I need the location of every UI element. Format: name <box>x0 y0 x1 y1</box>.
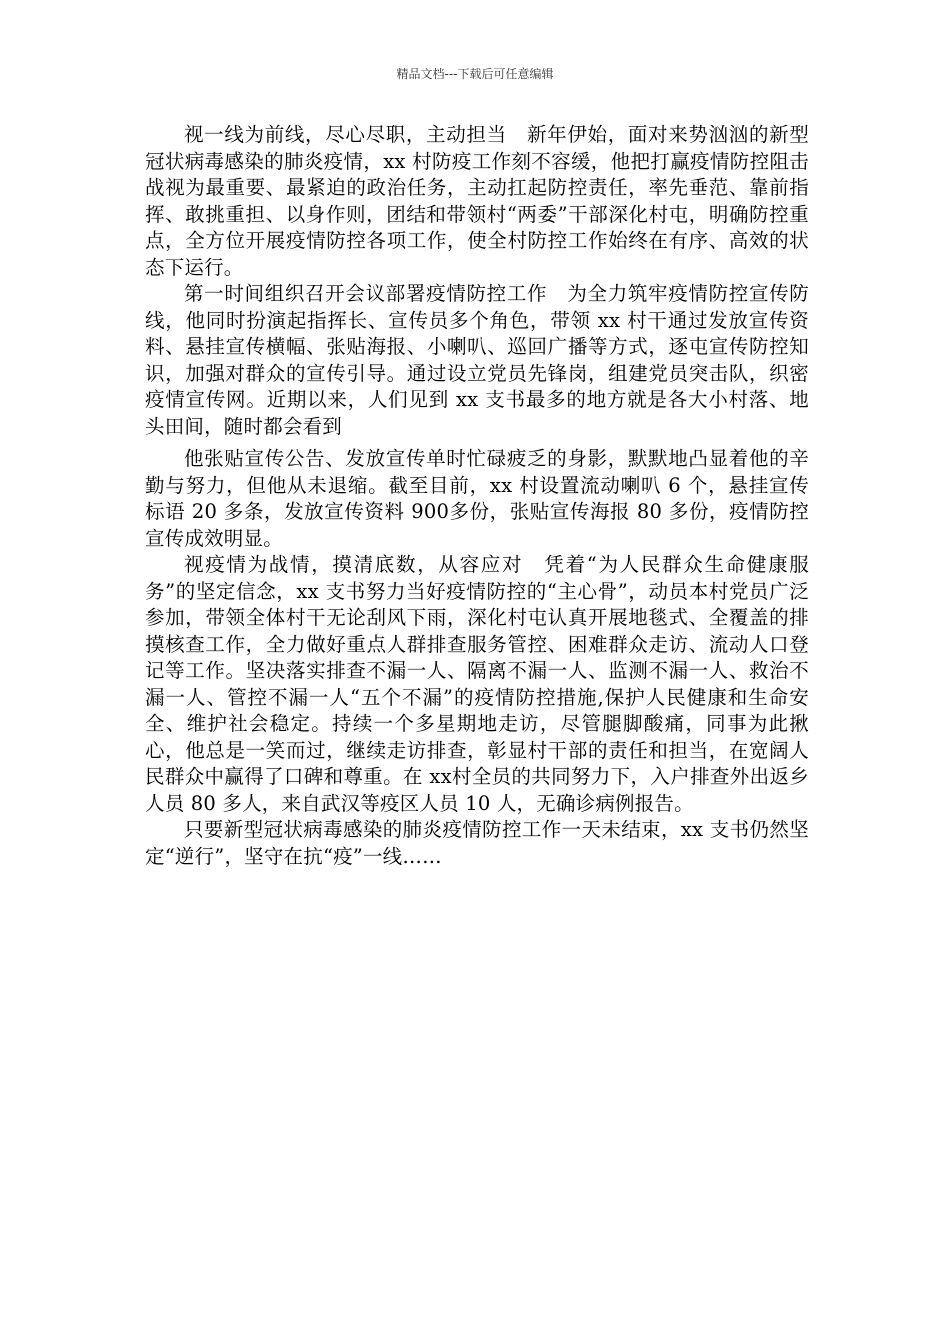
paragraph-1: 视一线为前线，尽心尽职，主动担当 新年伊始，面对来势汹汹的新型冠状病毒感染的肺炎疫情，xx 村防疫工作刻不容缓，他把打赢疫情防控阻击战视为最重要、最紧迫的政治任务，主动扛起防控责任，率先垂范、靠前指挥、敢挑重担、以身作则，团结和带领村“两委”干部深化村屯，明确防控重点，全方位开展疫情防控各项工作，使全村防控工作始终在有序、高效的状态下运行。 <box>145 123 809 279</box>
paragraph-2: 第一时间组织召开会议部署疫情防控工作 为全力筑牢疫情防控宣传防线，他同时扮演起指挥长、宣传员多个角色，带领 xx 村干通过发放宣传资料、悬挂宣传横幅、张贴海报、小喇叭、巡回广播等方式，逐屯宣传防控知识，加强对群众的宣传引导。通过设立党员先锋岗，组建党员突击队，织密疫情宣传网。近期以来，人们见到 xx 支书最多的地方就是各大小村落、地头田间，随时都会看到 <box>145 282 809 438</box>
document-body <box>145 122 809 870</box>
paragraph-3: 他张贴宣传公告、发放宣传单时忙碌疲乏的身影，默默地凸显着他的辛勤与努力，但他从未退缩。截至目前，xx 村设置流动喇叭 6 个，悬挂宣传标语 20 多条，发放宣传资料 900多份，张贴宣传海报 80 多份，疫情防控宣传成效明显。 <box>145 447 809 550</box>
page-header: 精品文档---下载后可任意编辑 <box>396 67 554 81</box>
paragraph-5: 只要新型冠状病毒感染的肺炎疫情防控工作一天未结束，xx 支书仍然坚定“逆行”，坚守在抗“疫”一线…… <box>145 818 809 868</box>
paragraph-4: 视疫情为战情，摸清底数，从容应对 凭着“为人民群众生命健康服务”的坚定信念，xx 支书努力当好疫情防控的“主心骨”，动员本村党员广泛参加，带领全体村干无论刮风下雨，深化村屯认真开展地毯式、全覆盖的排摸核查工作，全力做好重点人群排查服务管控、困难群众走访、流动人口登记等工作。坚决落实排查不漏一人、隔离不漏一人、监测不漏一人、救治不漏一人、管控不漏一人“五个不漏”的疫情防控措施,保护人民健康和生命安全、维护社会稳定。持续一个多星期地走访，尽管腿脚酸痛，同事为此揪心，他总是一笑而过，继续走访排查，彰显村干部的责任和担当，在宽阔人民群众中赢得了口碑和尊重。在 xx村全员的共同努力下，入户排查外出返乡人员 80 多人，来自武汉等疫区人员 10 人，无确诊病例报告。 <box>145 553 809 815</box>
